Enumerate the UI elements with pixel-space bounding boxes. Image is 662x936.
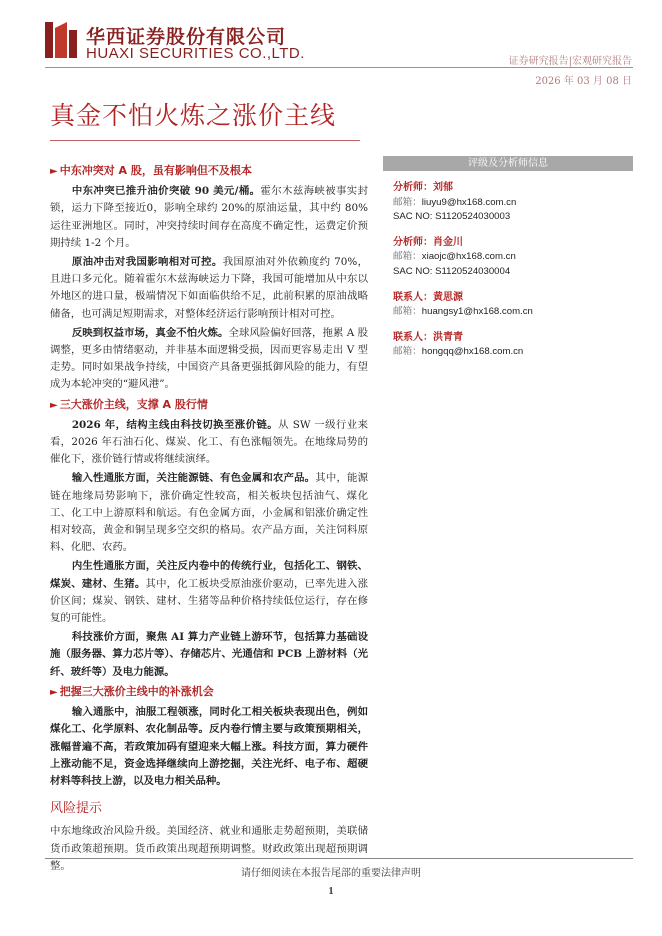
page-number: 1 xyxy=(328,886,334,897)
risk-heading: 风险提示 xyxy=(50,801,103,817)
contact-name: 洪青青 xyxy=(433,331,463,343)
sac-number: SAC NO: S1120524030004 xyxy=(393,265,511,277)
paragraph: 中东冲突已推升油价突破 90 美元/桶。霍尔木兹海峡被事实封锁，运力下降至接近0，影响全球约 20%的原油运量，其中约 80%运往亚洲地区。同时，冲突持续时间存在高度不确定性，运费定价预期持续 1-2 个月。 xyxy=(50,185,368,249)
section-heading: ► 中东冲突对 A 股，虽有影响但不及根本 xyxy=(50,164,252,177)
huaxi-logo-icon xyxy=(45,22,77,58)
paragraph: 2026 年，结构主线由科技切换至涨价链。从 SW 一级行业来看，2026 年石油石化、煤炭、化工、有色涨幅领先。在地缘局势的催化下，涨价链行情或将继续演绎。 xyxy=(50,418,368,466)
section-heading: ► 三大涨价主线，支撑 A 股行情 xyxy=(50,397,208,411)
contact-block: 分析师：刘郁 邮箱：liuyu9@hx168.com.cn SAC NO: S1120524030003 xyxy=(393,181,633,225)
contact-email[interactable]: huangsy1@hx168.com.cn xyxy=(421,306,533,318)
sidebar-header: 评级及分析师信息 xyxy=(383,156,633,171)
contact-block: 联系人：洪青青 邮箱：hongqq@hx168.com.cn xyxy=(393,331,524,358)
paragraph: 输入通胀中，油服工程领涨，同时化工相关板块表现出色，例如煤化工、化学原料、农化制品等。反内卷行情主要与政策预期相关，涨幅普遍不高，若政策加码有望迎来大幅上涨。科技方面，算力硬件上涨动能不足，资金选择继续向上游挖掘，关注光纤、电子布、超硬材料等科技上游，以及电力相关品种。 xyxy=(50,706,368,787)
company-name-en: HUAXI SECURITIES CO.,LTD. xyxy=(86,45,305,62)
analyst-email[interactable]: xiaojc@hx168.com.cn xyxy=(421,251,516,263)
report-date: 2026 年 03 月 08 日 xyxy=(535,76,632,87)
section-heading: ► 把握三大涨价主线中的补涨机会 xyxy=(50,684,214,698)
analyst-name: 刘郁 xyxy=(433,182,453,193)
report-title: 真金不怕火炼之涨价主线 xyxy=(50,101,337,130)
sac-number: SAC NO: S1120524030003 xyxy=(393,211,511,223)
analyst-email[interactable]: liuyu9@hx168.com.cn xyxy=(421,196,517,208)
contact-block: 联系人：黄思源 邮箱：huangsy1@hx168.com.cn xyxy=(393,291,533,318)
contact-email[interactable]: hongqq@hx168.com.cn xyxy=(421,346,524,358)
title-divider xyxy=(50,140,360,141)
main-content xyxy=(50,160,368,877)
risk-text: 中东地缘政治风险升级。美国经济、就业和通胀走势超预期，美联储货币政策超预期。货币政策出现超预期调整。财政政策出现超预期调整。 xyxy=(50,825,368,872)
analyst-name: 肖金川 xyxy=(433,236,463,248)
contact-block: 分析师：肖金川 邮箱：xiaojc@hx168.com.cn SAC NO: S1120524030004 xyxy=(393,236,633,280)
header-divider xyxy=(45,67,633,68)
document-type: 证券研究报告|宏观研究报告 xyxy=(508,56,632,67)
legal-disclaimer: 请仔细阅读在本报告尾部的重要法律声明 xyxy=(241,868,421,879)
analyst-sidebar xyxy=(383,156,633,371)
paragraph: 反映到权益市场，真金不怕火炼。全球风险偏好回落，拖累 A 股调整，更多由情绪驱动，并非基本面逻辑受损，因而更容易走出 V 型走势。同时如果战争持续，中国资产具备更强抵御风险的能力，有望成为本轮冲突的“避风港”。 xyxy=(50,326,368,391)
contact-name: 黄思源 xyxy=(433,291,463,303)
paragraph: 科技涨价方面，聚焦 AI 算力产业链上游环节，包括算力基础设施（服务器、算力芯片等）、存储芯片、光通信和 PCB 上游材料（光纤、玻纤等）及电力能源。 xyxy=(50,631,368,678)
paragraph: 内生性通胀方面，关注反内卷中的传统行业，包括化工、钢铁、煤炭、建材、生猪。其中，化工板块受原油涨价驱动，已率先进入涨价区间；煤炭、钢铁、建材、生猪等品种价格持续低位运行，存在修复的可能性。 xyxy=(50,560,369,625)
paragraph: 输入性通胀方面，关注能源链、有色金属和农产品。其中，能源链在地缘局势影响下，涨价确定性较高，相关板块包括油气、煤化工、化工中上游原料和航运。有色金属方面，小金属和铝涨价确定性相对较高，黄金和铜呈现多空交织的格局。农产品方面，关注饲料原料、化肥、农药。 xyxy=(50,472,369,554)
paragraph: 原油冲击对我国影响相对可控。我国原油对外依赖度约 70%，且进口多元化。随着霍尔木兹海峡运力下降，我国可能增加从中东以外地区的进口量，极端情况下如面临供给不足，此前积累的原油战略储备，也可满足短期需求，对整体经济运行影响预计相对可控。 xyxy=(50,256,368,320)
footer-divider xyxy=(45,858,633,859)
company-name-cn: 华西证券股份有限公司 xyxy=(86,26,287,48)
